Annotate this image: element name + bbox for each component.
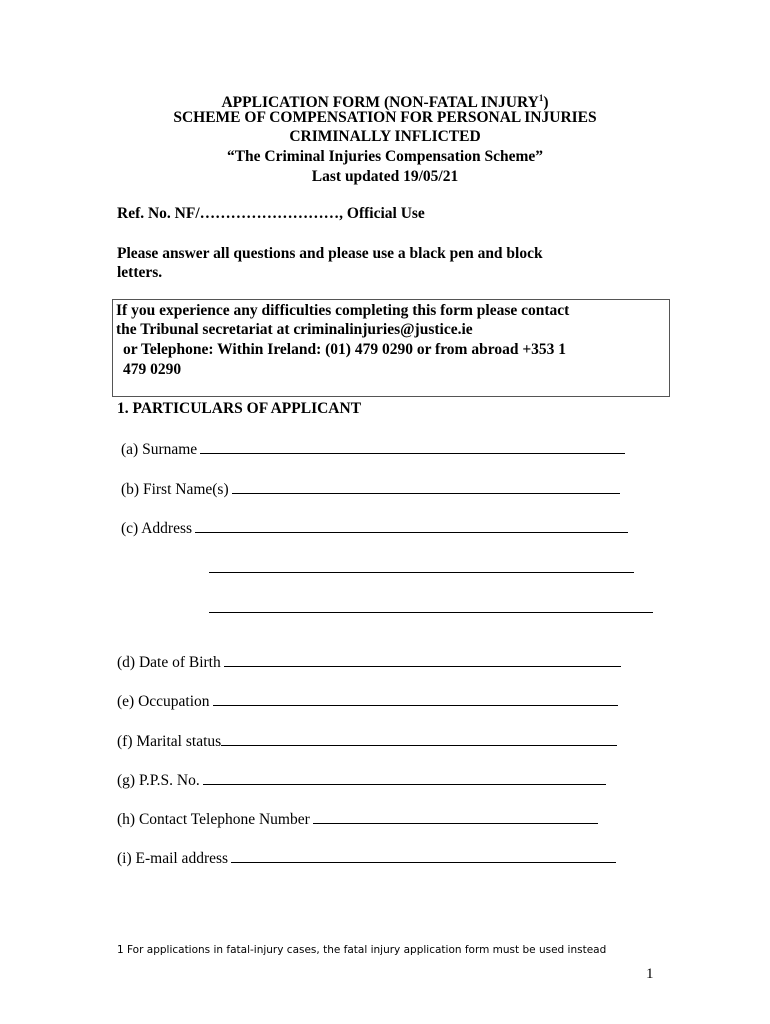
- address-field[interactable]: [121, 518, 628, 538]
- section-heading: 1. PARTICULARS OF APPLICANT: [117, 400, 362, 417]
- pps-input-line[interactable]: [203, 770, 606, 785]
- dob-field[interactable]: [117, 652, 621, 672]
- contact-line1: If you experience any difficulties completing this form please contact: [116, 302, 570, 319]
- occupation-field[interactable]: [117, 691, 618, 711]
- first-names-label: (b) First Name(s): [121, 481, 229, 498]
- telephone-field[interactable]: [117, 809, 598, 829]
- surname-field[interactable]: [121, 439, 625, 459]
- dob-label: (d) Date of Birth: [117, 654, 221, 671]
- email-label: (i) E-mail address: [117, 850, 229, 867]
- last-updated: Last updated 19/05/21: [311, 168, 459, 185]
- instructions-line2: letters.: [117, 264, 163, 281]
- contact-line4: 479 0290: [123, 361, 182, 378]
- address-input-line2[interactable]: [209, 558, 634, 573]
- contact-line2: the Tribunal secretariat at criminalinjuries@justice.ie: [116, 321, 473, 338]
- telephone-label: (h) Contact Telephone Number: [117, 811, 310, 828]
- surname-label: (a) Surname: [121, 441, 198, 458]
- footnote-ref: 1: [538, 93, 544, 103]
- reference-number: Ref. No. NF/………………………, Official Use: [117, 205, 425, 222]
- page-number: 1: [646, 966, 654, 982]
- telephone-input-line[interactable]: [313, 809, 598, 824]
- first-names-input-line[interactable]: [232, 479, 620, 494]
- surname-input-line[interactable]: [200, 439, 625, 454]
- address-input-line3[interactable]: [209, 598, 653, 613]
- email-field[interactable]: [117, 848, 616, 868]
- marital-status-field[interactable]: [117, 731, 617, 751]
- contact-info-box: [112, 299, 670, 397]
- contact-line3: or Telephone: Within Ireland: (01) 479 0290 or from abroad +353 1: [123, 341, 567, 358]
- pps-label: (g) P.P.S. No.: [117, 772, 200, 789]
- dob-input-line[interactable]: [224, 652, 621, 667]
- pps-field[interactable]: [117, 770, 606, 790]
- form-subtitle-scheme: SCHEME OF COMPENSATION FOR PERSONAL INJURIES: [173, 109, 597, 126]
- instructions-line1: Please answer all questions and please use a black pen and block: [117, 245, 543, 262]
- address-label: (c) Address: [121, 520, 193, 537]
- first-names-field[interactable]: [121, 479, 620, 499]
- occupation-input-line[interactable]: [213, 691, 618, 706]
- marital-status-label: (f) Marital status: [117, 733, 222, 750]
- form-title: APPLICATION FORM (NON-FATAL INJURY$^1$): [221, 93, 549, 112]
- email-input-line[interactable]: [231, 848, 616, 863]
- address-input-line1[interactable]: [195, 518, 628, 533]
- form-subtitle-criminal: CRIMINALLY INFLICTED: [289, 128, 481, 145]
- form-subtitle-name: “The Criminal Injuries Compensation Scheme”: [226, 148, 544, 165]
- occupation-label: (e) Occupation: [117, 693, 210, 710]
- marital-status-input-line[interactable]: [221, 731, 617, 746]
- footnote: 1 For applications in fatal-injury cases, the fatal injury application form must be used instead: [117, 944, 607, 956]
